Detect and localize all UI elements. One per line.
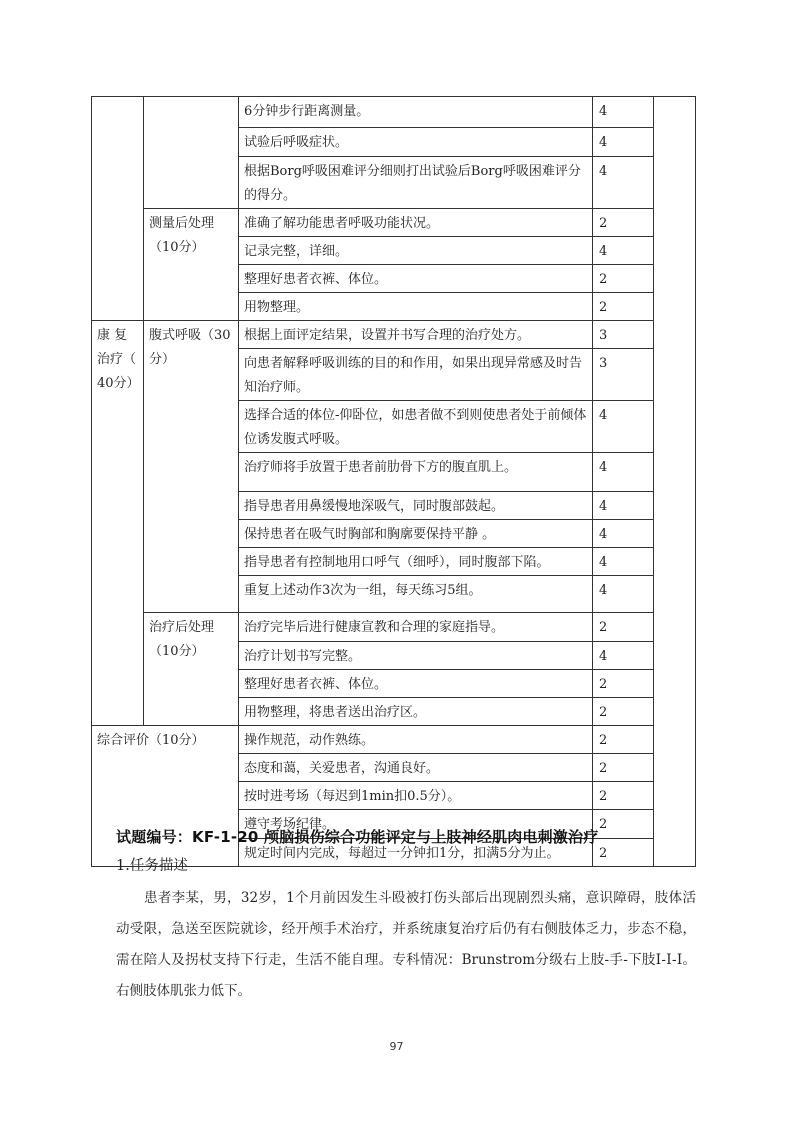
subcategory-cell: 治疗后处理（10分） [144, 613, 239, 726]
score-cell: 2 [593, 839, 654, 867]
score-cell: 4 [593, 520, 654, 548]
exam-question-heading: 试题编号：KF-1-20 颅脑损伤综合功能评定与上肢神经肌肉电刺激治疗 [116, 828, 599, 846]
score-cell: 2 [593, 265, 654, 293]
criterion-cell: 态度和蔼，关爱患者，沟通良好。 [239, 754, 593, 782]
criterion-cell: 治疗师将手放置于患者前肋骨下方的腹直肌上。 [239, 453, 593, 492]
task-description-paragraph: 患者李某，男，32岁，1个月前因发生斗殴被打伤头部后出现剧烈头痛，意识障碍，肢体活动受限，急送至医院就诊，经开颅手术治疗，并系统康复治疗后仍有右侧肢体乏力，步态不稳，需在陪人及拐杖支持下行走，生活不能自理。专科情况：Brunstrom分级右上肢-手-下肢Ⅰ-Ⅰ-Ⅰ。右侧肢体肌张力低下。 [116, 890, 696, 999]
score-cell: 4 [593, 128, 654, 157]
subcategory-cell [144, 97, 239, 209]
criterion-cell: 根据上面评定结果，设置并书写合理的治疗处方。 [239, 321, 593, 349]
score-cell: 2 [593, 293, 654, 321]
criterion-cell: 操作规范，动作熟练。 [239, 726, 593, 754]
score-cell: 2 [593, 670, 654, 698]
score-cell: 4 [593, 576, 654, 613]
criterion-cell: 规定时间内完成，每超过一分钟扣1分，扣满5分为止。 [239, 839, 593, 867]
score-cell: 4 [593, 548, 654, 576]
table-row [92, 726, 696, 754]
criterion-cell: 治疗计划书写完整。 [239, 642, 593, 670]
score-cell: 4 [593, 401, 654, 453]
score-cell: 4 [593, 157, 654, 209]
criterion-cell: 用物整理。 [239, 293, 593, 321]
score-cell: 2 [593, 698, 654, 726]
page-number: 97 [389, 1040, 404, 1053]
criterion-cell: 试验后呼吸症状。 [239, 128, 593, 157]
score-cell: 4 [593, 237, 654, 265]
criterion-cell: 准确了解功能患者呼吸功能状况。 [239, 209, 593, 237]
score-cell: 2 [593, 754, 654, 782]
category-cell: 综合评价（10分） [92, 726, 239, 867]
table-row [92, 321, 696, 349]
scoring-table [91, 96, 696, 867]
score-cell: 4 [593, 453, 654, 492]
criterion-cell: 指导患者有控制地用口呼气（细呼），同时腹部下陷。 [239, 548, 593, 576]
score-cell: 3 [593, 321, 654, 349]
score-cell: 2 [593, 209, 654, 237]
criterion-cell: 记录完整，详细。 [239, 237, 593, 265]
category-cell [92, 97, 144, 321]
score-cell: 2 [593, 613, 654, 642]
section-title: 1.任务描述 [116, 858, 188, 874]
table-row [92, 613, 696, 642]
score-cell: 4 [593, 492, 654, 520]
criterion-cell: 根据Borg呼吸困难评分细则打出试验后Borg呼吸困难评分的得分。 [239, 157, 593, 209]
score-cell: 2 [593, 726, 654, 754]
criterion-cell: 治疗完毕后进行健康宣教和合理的家庭指导。 [239, 613, 593, 642]
criterion-cell: 遵守考场纪律。 [239, 810, 593, 839]
score-cell: 2 [593, 782, 654, 810]
score-cell: 4 [593, 642, 654, 670]
score-cell: 4 [593, 97, 654, 128]
criterion-cell: 整理好患者衣裤、体位。 [239, 265, 593, 293]
actual-score-cell[interactable] [654, 97, 696, 867]
criterion-cell: 6分钟步行距离测量。 [239, 97, 593, 128]
criterion-cell: 指导患者用鼻缓慢地深吸气，同时腹部鼓起。 [239, 492, 593, 520]
criterion-cell: 保持患者在吸气时胸部和胸廓要保持平静 。 [239, 520, 593, 548]
score-cell: 3 [593, 349, 654, 401]
criterion-cell: 整理好患者衣裤、体位。 [239, 670, 593, 698]
table-row [92, 209, 696, 237]
criterion-cell: 重复上述动作3次为一组，每天练习5组。 [239, 576, 593, 613]
criterion-cell: 按时进考场（每迟到1min扣0.5分）。 [239, 782, 593, 810]
subcategory-cell: 腹式呼吸（30分） [144, 321, 239, 613]
score-cell: 2 [593, 810, 654, 839]
criterion-cell: 向患者解释呼吸训练的目的和作用，如果出现异常感及时告知治疗师。 [239, 349, 593, 401]
subcategory-cell: 测量后处理（10分） [144, 209, 239, 321]
criterion-cell: 用物整理，将患者送出治疗区。 [239, 698, 593, 726]
criterion-cell: 选择合适的体位-仰卧位，如患者做不到则使患者处于前倾体位诱发腹式呼吸。 [239, 401, 593, 453]
category-cell: 康 复治疗（ 40分） [92, 321, 144, 726]
table-row [92, 97, 696, 128]
